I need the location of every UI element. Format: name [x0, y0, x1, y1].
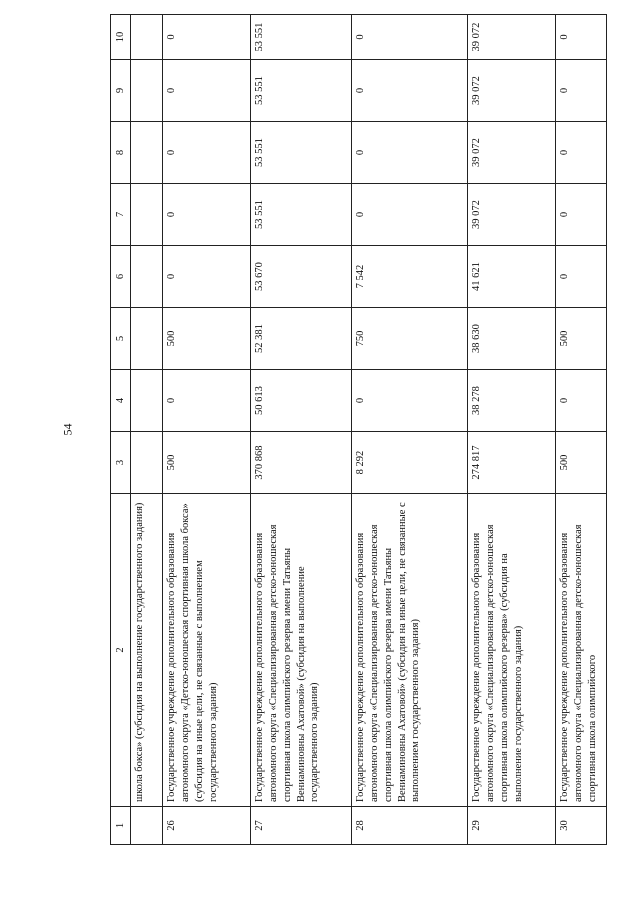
- row-number: 30: [556, 807, 607, 845]
- institution-name: Государственное учреждение дополнительного образования автономного округа «Специализированная детско-юношеская спортивная школа олимпийского: [556, 494, 607, 807]
- table-row: [251, 15, 352, 845]
- cell-value: 370 868: [251, 432, 352, 494]
- institution-name: Государственное учреждение дополнительного образования автономного округа «Специализированная детско-юношеская спортивная школа олимпийского резерва имени Татьяны Вениаминовны Ахатовой» (субсидия на иные цели, не связанные с выполнением государственного задания): [352, 494, 468, 807]
- cell-value: 500: [163, 432, 251, 494]
- rotated-table-wrapper: [110, 15, 607, 845]
- cell-value: 0: [163, 122, 251, 184]
- cell-value: 53 551: [251, 15, 352, 60]
- column-header: 9: [111, 60, 131, 122]
- institution-name: школа бокса» (субсидия на выполнение государственного задания): [131, 494, 163, 807]
- cell-value: 500: [556, 432, 607, 494]
- cell-value: [131, 432, 163, 494]
- cell-value: 53 551: [251, 184, 352, 246]
- budget-table: [110, 14, 607, 845]
- column-header: 7: [111, 184, 131, 246]
- cell-value: 0: [352, 184, 468, 246]
- table-row: [352, 15, 468, 845]
- cell-value: 0: [163, 15, 251, 60]
- row-number: 26: [163, 807, 251, 845]
- column-header: 4: [111, 370, 131, 432]
- cell-value: 53 551: [251, 60, 352, 122]
- column-header: 1: [111, 807, 131, 845]
- cell-value: [131, 184, 163, 246]
- institution-name: Государственное учреждение дополнительного образования автономного округа «Специализированная детско-юношеская спортивная школа олимпийского резерва имени Татьяны Вениаминовны Ахатовой» (субсидия на выполнение государственного задания): [251, 494, 352, 807]
- cell-value: 0: [556, 184, 607, 246]
- cell-value: 750: [352, 308, 468, 370]
- cell-value: 53 670: [251, 246, 352, 308]
- cell-value: 52 381: [251, 308, 352, 370]
- cell-value: 0: [352, 370, 468, 432]
- cell-value: 0: [352, 15, 468, 60]
- cell-value: 7 542: [352, 246, 468, 308]
- column-header: 8: [111, 122, 131, 184]
- cell-value: 39 072: [468, 184, 556, 246]
- cell-value: [131, 308, 163, 370]
- cell-value: [131, 370, 163, 432]
- cell-value: 0: [556, 15, 607, 60]
- row-number: 28: [352, 807, 468, 845]
- column-header: 10: [111, 15, 131, 60]
- cell-value: 53 551: [251, 122, 352, 184]
- cell-value: 38 278: [468, 370, 556, 432]
- cell-value: 0: [163, 370, 251, 432]
- cell-value: [131, 122, 163, 184]
- cell-value: 8 292: [352, 432, 468, 494]
- cell-value: 0: [556, 246, 607, 308]
- institution-name: Государственное учреждение дополнительного образования автономного округа «Детско-юношеская спортивная школа бокса» (субсидия на иные цели, не связанные с выполнением государственного задания): [163, 494, 251, 807]
- cell-value: [131, 60, 163, 122]
- cell-value: 0: [163, 246, 251, 308]
- table-row: [468, 15, 556, 845]
- cell-value: [131, 15, 163, 60]
- page-number: 54: [60, 423, 75, 436]
- cell-value: [131, 246, 163, 308]
- table-row: [131, 15, 163, 845]
- cell-value: 500: [556, 308, 607, 370]
- cell-value: 0: [556, 60, 607, 122]
- cell-value: 0: [163, 184, 251, 246]
- cell-value: 0: [556, 370, 607, 432]
- cell-value: 41 621: [468, 246, 556, 308]
- column-header: 3: [111, 432, 131, 494]
- cell-value: 38 630: [468, 308, 556, 370]
- column-header: 5: [111, 308, 131, 370]
- cell-value: 0: [352, 122, 468, 184]
- row-number: [131, 807, 163, 845]
- column-header: 2: [111, 494, 131, 807]
- cell-value: 0: [352, 60, 468, 122]
- cell-value: 0: [163, 60, 251, 122]
- row-number: 29: [468, 807, 556, 845]
- table-row: [556, 15, 607, 845]
- cell-value: 274 817: [468, 432, 556, 494]
- cell-value: 39 072: [468, 15, 556, 60]
- cell-value: 0: [556, 122, 607, 184]
- cell-value: 500: [163, 308, 251, 370]
- column-header: 6: [111, 246, 131, 308]
- institution-name: Государственное учреждение дополнительного образования автономного округа «Специализированная детско-юношеская спортивная школа олимпийского резерва» (субсидия на выполнение государственного задания): [468, 494, 556, 807]
- row-number: 27: [251, 807, 352, 845]
- header-row: [111, 15, 131, 845]
- cell-value: 39 072: [468, 60, 556, 122]
- cell-value: 50 613: [251, 370, 352, 432]
- cell-value: 39 072: [468, 122, 556, 184]
- table-row: [163, 15, 251, 845]
